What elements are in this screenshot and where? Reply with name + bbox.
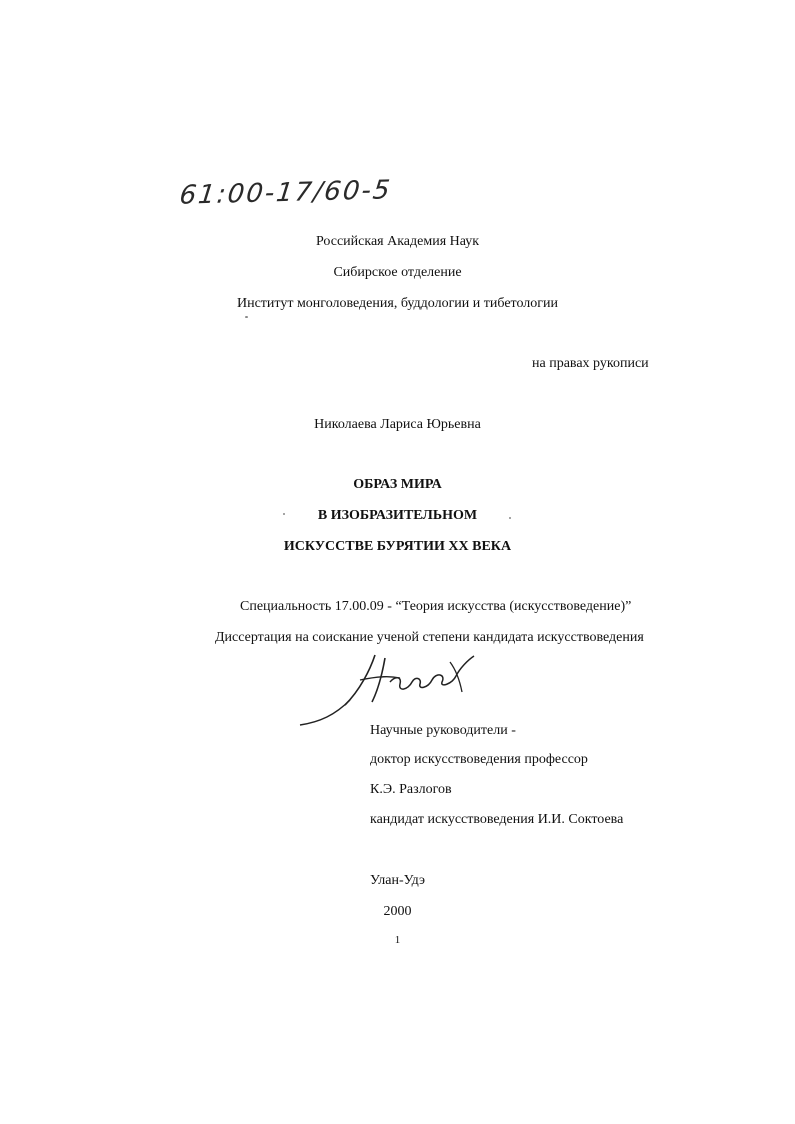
- supervisor-1-name: К.Э. Разлогов: [370, 782, 452, 797]
- scan-speck: [509, 517, 511, 519]
- scan-speck: [283, 513, 285, 515]
- scan-speck: [245, 316, 248, 318]
- branch-name: Сибирское отделение: [333, 265, 462, 280]
- title-line-2: В ИЗОБРАЗИТЕЛЬНОМ: [317, 508, 478, 523]
- title-line-3: ИСКУССТВЕ БУРЯТИИ XX ВЕКА: [283, 539, 512, 554]
- supervisor-2: кандидат искусствоведения И.И. Соктоева: [370, 812, 624, 827]
- author-name: Николаева Лариса Юрьевна: [314, 417, 481, 432]
- supervisor-1-title: доктор искусствоведения профессор: [370, 752, 588, 767]
- institute-name: Институт монголоведения, буддологии и тибетологии: [236, 296, 559, 311]
- city: Улан-Удэ: [369, 873, 426, 888]
- manuscript-note: на правах рукописи: [532, 356, 649, 371]
- title-line-1: ОБРАЗ МИРА: [353, 477, 442, 492]
- specialty-line: Специальность 17.00.09 - “Теория искусства (искусствоведение)”: [240, 599, 632, 614]
- supervisors-heading: Научные руководители -: [370, 723, 516, 738]
- handwritten-registry-number: 61:00-17/60-5: [177, 175, 394, 211]
- year: 2000: [383, 904, 412, 919]
- page-number: 1: [394, 934, 401, 946]
- organization-name: Российская Академия Наук: [315, 234, 480, 249]
- dissertation-line: Диссертация на соискание ученой степени кандидата искусствоведения: [215, 630, 644, 645]
